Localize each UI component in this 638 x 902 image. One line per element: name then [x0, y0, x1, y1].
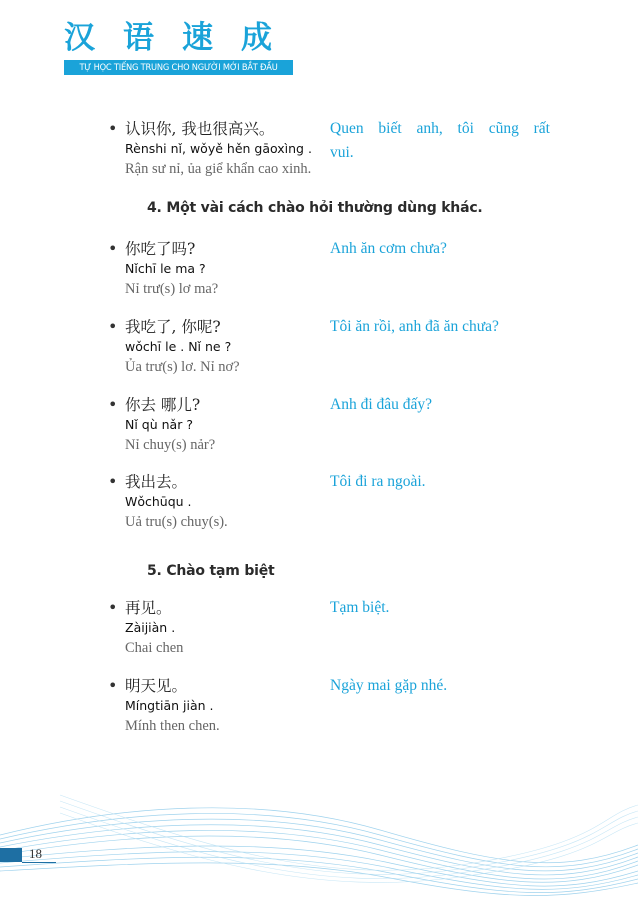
title-char: 速	[182, 20, 213, 56]
pinyin-text: Zàijiàn .	[125, 620, 176, 635]
title-char: 汉	[64, 20, 95, 56]
chinese-text: 认识你, 我也很高兴。	[125, 120, 275, 138]
phonetic-text: Mính then chen.	[125, 718, 220, 734]
pinyin-text: Míngtiān jiàn .	[125, 698, 214, 713]
vietnamese-line: Quen biết anh, tôi cũng rất	[330, 120, 550, 137]
chinese-text: 我出去。	[125, 473, 188, 491]
title-char: 语	[123, 20, 154, 56]
bullet-icon: •	[108, 317, 118, 336]
phonetic-text: Rận sư nỉ, ủa giể khẩn cao xinh.	[125, 161, 312, 177]
phonetic-text: Ủa trư(s) lơ. Nỉ nơ?	[125, 359, 240, 375]
bullet-icon: •	[108, 598, 118, 617]
bullet-icon: •	[108, 395, 118, 414]
page-number-underline	[22, 862, 56, 863]
vietnamese-translation: Tạm biệt.	[330, 599, 390, 616]
vietnamese-translation: Ngày mai gặp nhé.	[330, 677, 448, 694]
vietnamese-translation: Anh ăn cơm chưa?	[330, 240, 447, 257]
vietnamese-line: vui.	[330, 144, 354, 161]
title-char: 成	[241, 20, 272, 56]
book-header	[64, 18, 293, 75]
pinyin-text: Nǐ qù nǎr ?	[125, 417, 193, 432]
chinese-text: 再见。	[125, 599, 172, 617]
chinese-text: 你去 哪儿?	[125, 396, 201, 414]
phonetic-text: Nỉ chuy(s) nảr?	[125, 437, 216, 453]
bullet-icon: •	[108, 239, 118, 258]
bullet-icon: •	[108, 676, 118, 695]
bullet-icon: •	[108, 119, 118, 138]
pinyin-text: Nǐchī le ma ?	[125, 261, 206, 276]
chinese-text: 明天见。	[125, 677, 188, 695]
phonetic-text: Uả tru(s) chuy(s).	[125, 514, 228, 530]
phonetic-text: Nỉ trư(s) lơ ma?	[125, 281, 219, 297]
vietnamese-translation: Tôi đi ra ngoài.	[330, 473, 426, 490]
section-heading: 5. Chào tạm biệt	[147, 563, 275, 579]
vietnamese-translation	[330, 117, 550, 165]
pinyin-text: Wǒchūqu .	[125, 494, 192, 509]
decorative-waves	[0, 775, 638, 902]
chinese-text: 我吃了, 你呢?	[125, 318, 221, 336]
pinyin-text: Rènshi nǐ, wǒyě hěn gāoxìng .	[125, 141, 312, 156]
vietnamese-translation: Tôi ăn rồi, anh đã ăn chưa?	[330, 318, 499, 335]
bullet-icon: •	[108, 472, 118, 491]
section-heading: 4. Một vài cách chào hỏi thường dùng khác.	[147, 200, 483, 216]
phonetic-text: Chai chen	[125, 640, 184, 656]
chinese-text: 你吃了吗?	[125, 240, 196, 258]
book-title	[64, 18, 293, 58]
page-number: 18	[29, 846, 42, 861]
page-number-marker	[0, 848, 22, 862]
book-subtitle: TỰ HỌC TIẾNG TRUNG CHO NGƯỜI MỚI BẮT ĐẦU	[64, 60, 293, 75]
pinyin-text: wǒchī le . Nǐ ne ?	[125, 339, 232, 354]
vietnamese-translation: Anh đi đâu đấy?	[330, 396, 433, 413]
